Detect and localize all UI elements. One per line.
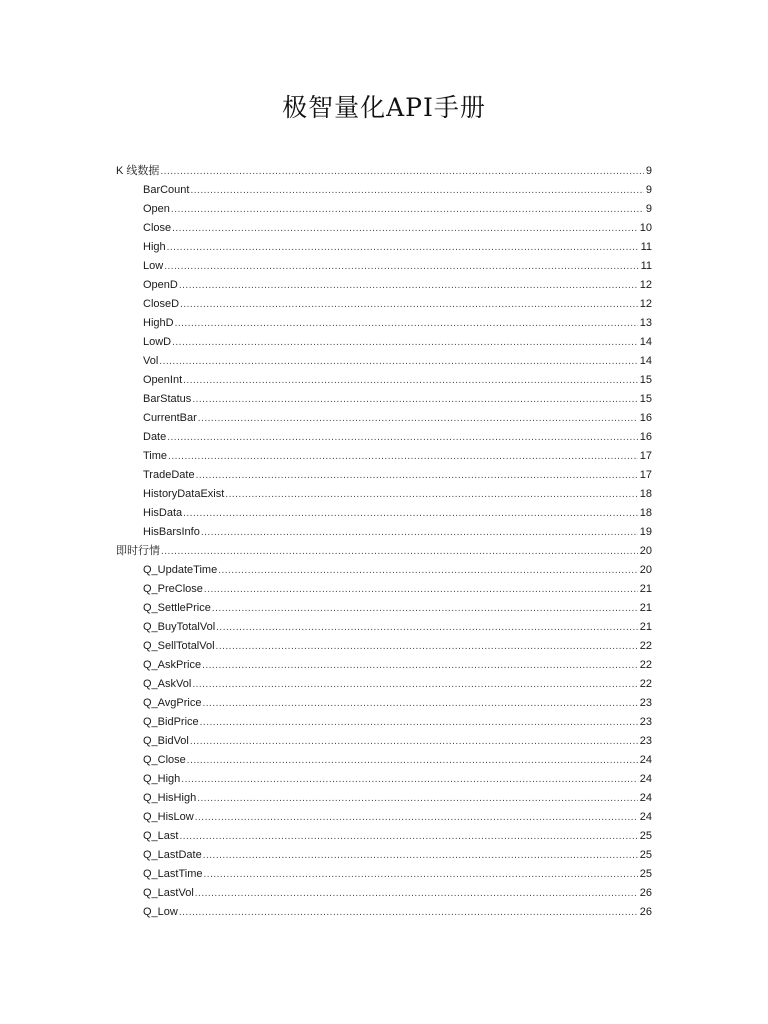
toc-entry-page-number: 24 [639, 792, 652, 804]
toc-dot-leader [218, 561, 638, 580]
toc-entry-label: Q_SettlePrice [143, 602, 211, 614]
toc-entry[interactable] [116, 390, 652, 409]
toc-entry-label: Low [143, 260, 164, 272]
toc-entry[interactable] [116, 485, 652, 504]
toc-dot-leader [180, 295, 638, 314]
toc-dot-leader [195, 884, 638, 903]
toc-entry-label: HighD [143, 317, 174, 329]
toc-entry-page-number: 22 [639, 640, 652, 652]
toc-dot-leader [160, 162, 643, 181]
toc-entry-page-number: 26 [639, 887, 652, 899]
toc-entry-page-number: 22 [639, 659, 652, 671]
toc-entry-page-number: 18 [639, 488, 652, 500]
toc-entry-label: Q_AskPrice [143, 659, 202, 671]
toc-entry-page-number: 9 [645, 203, 652, 215]
toc-entry[interactable] [116, 219, 652, 238]
toc-entry[interactable] [116, 618, 652, 637]
toc-entry-label: Q_Close [143, 754, 186, 766]
toc-entry-label: Time [143, 450, 168, 462]
toc-entry-label: Q_HisLow [143, 811, 194, 823]
toc-entry-label: CloseD [143, 298, 180, 310]
toc-entry-label: Q_BidPrice [143, 716, 199, 728]
toc-entry-label: 即时行情 [116, 545, 160, 557]
toc-dot-leader [168, 447, 638, 466]
toc-entry[interactable] [116, 732, 652, 751]
toc-entry[interactable] [116, 523, 652, 542]
toc-dot-leader [171, 200, 644, 219]
toc-dot-leader [204, 865, 638, 884]
toc-entry-page-number: 9 [645, 184, 652, 196]
toc-dot-leader [190, 732, 638, 751]
toc-entry-label: Q_BuyTotalVol [143, 621, 216, 633]
toc-entry-page-number: 11 [640, 260, 652, 272]
toc-entry[interactable] [116, 371, 652, 390]
toc-entry[interactable] [116, 770, 652, 789]
toc-entry-page-number: 20 [639, 564, 652, 576]
toc-entry[interactable] [116, 827, 652, 846]
toc-entry-page-number: 14 [639, 336, 652, 348]
toc-entry-page-number: 22 [639, 678, 652, 690]
toc-entry-page-number: 14 [639, 355, 652, 367]
toc-entry-page-number: 18 [639, 507, 652, 519]
toc-dot-leader [198, 409, 638, 428]
toc-entry-label: LowD [143, 336, 172, 348]
toc-dot-leader [225, 485, 637, 504]
toc-dot-leader [201, 523, 638, 542]
toc-entry-label: Q_SellTotalVol [143, 640, 215, 652]
toc-entry[interactable] [116, 789, 652, 808]
toc-entry[interactable] [116, 276, 652, 295]
toc-dot-leader [167, 428, 638, 447]
toc-entry-label: Q_LastTime [143, 868, 203, 880]
toc-entry-page-number: 20 [639, 545, 652, 557]
toc-entry[interactable] [116, 580, 652, 599]
toc-entry-page-number: 12 [639, 298, 652, 310]
toc-entry-page-number: 23 [639, 735, 652, 747]
toc-entry[interactable] [116, 599, 652, 618]
toc-dot-leader [203, 694, 638, 713]
toc-entry-page-number: 23 [639, 697, 652, 709]
toc-entry-label: HisData [143, 507, 183, 519]
toc-entry[interactable] [116, 865, 652, 884]
toc-entry[interactable] [116, 447, 652, 466]
toc-entry-page-number: 25 [639, 868, 652, 880]
toc-dot-leader [192, 675, 637, 694]
toc-entry-page-number: 24 [639, 811, 652, 823]
toc-entry[interactable] [116, 333, 652, 352]
toc-dot-leader [179, 903, 638, 922]
toc-entry-label: Q_AskVol [143, 678, 192, 690]
toc-entry-label: High [143, 241, 166, 253]
toc-entry-label: Q_High [143, 773, 181, 785]
toc-entry[interactable] [116, 694, 652, 713]
toc-dot-leader [200, 713, 638, 732]
toc-entry-page-number: 21 [639, 583, 652, 595]
toc-entry[interactable] [116, 314, 652, 333]
toc-entry[interactable] [116, 409, 652, 428]
toc-dot-leader [183, 371, 638, 390]
toc-entry-label: Q_HisHigh [143, 792, 197, 804]
table-of-contents [116, 162, 652, 922]
toc-entry[interactable] [116, 200, 652, 219]
toc-entry[interactable] [116, 903, 652, 922]
toc-entry-label: Close [143, 222, 172, 234]
toc-entry[interactable] [116, 352, 652, 371]
toc-entry-label: OpenInt [143, 374, 183, 386]
toc-entry-label: Date [143, 431, 167, 443]
toc-entry[interactable] [116, 181, 652, 200]
toc-dot-leader [197, 789, 638, 808]
toc-dot-leader [167, 238, 639, 257]
toc-entry-page-number: 24 [639, 773, 652, 785]
toc-dot-leader [202, 656, 638, 675]
toc-dot-leader [190, 181, 643, 200]
toc-entry-page-number: 24 [639, 754, 652, 766]
toc-entry-label: Open [143, 203, 170, 215]
toc-entry-label: Q_UpdateTime [143, 564, 218, 576]
toc-entry-page-number: 12 [639, 279, 652, 291]
toc-entry[interactable] [116, 713, 652, 732]
toc-dot-leader [192, 390, 637, 409]
toc-entry-label: Q_LastDate [143, 849, 202, 861]
toc-entry-label: Q_PreClose [143, 583, 203, 595]
toc-entry[interactable] [116, 466, 652, 485]
toc-entry-label: Vol [143, 355, 159, 367]
toc-dot-leader [187, 751, 638, 770]
toc-dot-leader [179, 827, 637, 846]
toc-entry-label: HistoryDataExist [143, 488, 225, 500]
toc-entry-label: K 线数据 [116, 165, 160, 177]
toc-dot-leader [175, 314, 638, 333]
toc-entry[interactable] [116, 295, 652, 314]
toc-dot-leader [172, 333, 638, 352]
toc-entry-page-number: 11 [640, 241, 652, 253]
toc-entry-page-number: 17 [639, 469, 652, 481]
toc-dot-leader [216, 637, 638, 656]
toc-entry[interactable] [116, 884, 652, 903]
toc-entry-page-number: 21 [639, 602, 652, 614]
toc-dot-leader [204, 580, 638, 599]
toc-entry-label: CurrentBar [143, 412, 197, 424]
toc-dot-leader [195, 808, 638, 827]
document-title: 极智量化API手册 [282, 93, 486, 122]
toc-dot-leader [183, 504, 638, 523]
toc-entry[interactable] [116, 162, 652, 181]
toc-entry[interactable] [116, 675, 652, 694]
toc-entry[interactable] [116, 257, 652, 276]
toc-entry-label: Q_LastVol [143, 887, 194, 899]
toc-entry-label: OpenD [143, 279, 178, 291]
toc-entry-page-number: 26 [639, 906, 652, 918]
toc-entry[interactable] [116, 542, 652, 561]
toc-dot-leader [179, 276, 638, 295]
toc-entry-page-number: 17 [639, 450, 652, 462]
toc-entry-page-number: 13 [639, 317, 652, 329]
toc-entry-page-number: 25 [639, 849, 652, 861]
toc-entry[interactable] [116, 808, 652, 827]
toc-entry[interactable] [116, 428, 652, 447]
toc-entry-page-number: 9 [645, 165, 652, 177]
toc-entry-page-number: 15 [639, 374, 652, 386]
toc-entry-page-number: 16 [639, 412, 652, 424]
toc-dot-leader [196, 466, 638, 485]
toc-entry-page-number: 16 [639, 431, 652, 443]
toc-entry-page-number: 15 [639, 393, 652, 405]
toc-entry-page-number: 10 [639, 222, 652, 234]
toc-entry-label: Q_AvgPrice [143, 697, 202, 709]
toc-entry[interactable] [116, 656, 652, 675]
toc-dot-leader [181, 770, 637, 789]
toc-entry-label: Q_BidVol [143, 735, 189, 747]
toc-dot-leader [203, 846, 638, 865]
toc-entry-page-number: 23 [639, 716, 652, 728]
toc-dot-leader [159, 352, 637, 371]
toc-entry[interactable] [116, 504, 652, 523]
toc-entry-label: BarCount [143, 184, 190, 196]
toc-entry-label: Q_Low [143, 906, 178, 918]
toc-entry-page-number: 21 [639, 621, 652, 633]
toc-entry-label: BarStatus [143, 393, 192, 405]
toc-entry[interactable] [116, 846, 652, 865]
toc-dot-leader [164, 257, 638, 276]
toc-entry[interactable] [116, 751, 652, 770]
toc-entry-page-number: 25 [639, 830, 652, 842]
toc-entry-page-number: 19 [639, 526, 652, 538]
toc-entry-label: TradeDate [143, 469, 195, 481]
toc-dot-leader [216, 618, 638, 637]
toc-entry-label: HisBarsInfo [143, 526, 200, 538]
toc-dot-leader [172, 219, 638, 238]
toc-dot-leader [212, 599, 638, 618]
toc-entry-label: Q_Last [143, 830, 179, 842]
toc-entry[interactable] [116, 561, 652, 580]
toc-entry[interactable] [116, 238, 652, 257]
toc-entry[interactable] [116, 637, 652, 656]
toc-dot-leader [161, 542, 638, 561]
